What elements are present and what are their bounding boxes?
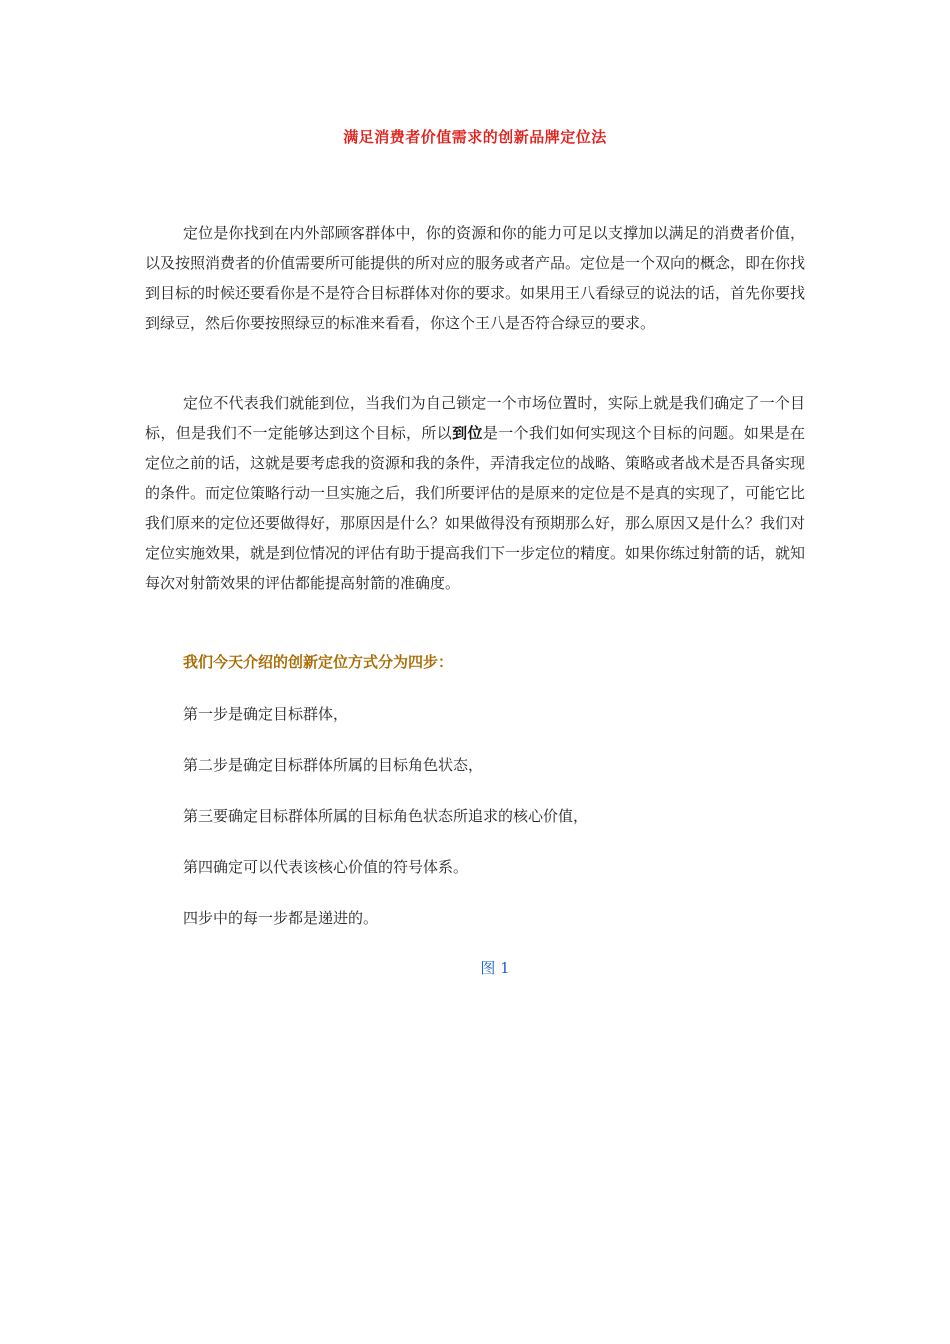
section-subheading: 我们今天介绍的创新定位方式分为四步： [183, 653, 454, 671]
paragraph-2-text-before: 定位不代表我们就能到位，当我们为自己锁定一个市场位置时，实际上就是我们确定了一个目标，但是我们不一定能够达到这个目标，所以 [145, 394, 805, 442]
paragraph-1: 定位是你找到在内外部顾客群体中，你的资源和你的能力可足以支撑加以满足的消费者价值，以及按照消费者的价值需要所可能提供的所对应的服务或者产品。定位是一个双向的概念，即在你找到目标的时候还要看你是不是符合目标群体对你的要求。如果用王八看绿豆的说法的话，首先你要找到绿豆，然后你要按照绿豆的标准来看看，你这个王八是否符合绿豆的要求。 [145, 224, 806, 332]
paragraph-2-emphasis: 到位 [452, 424, 483, 442]
step-item-3: 第三要确定目标群体所属的目标角色状态所追求的核心价值， [183, 807, 589, 825]
document-title: 满足消费者价值需求的创新品牌定位法 [343, 128, 607, 146]
paragraph-2 [145, 388, 805, 598]
figure-caption-link[interactable]: 图 1 [480, 959, 510, 977]
paragraph-2-text-after: 是一个我们如何实现这个目标的问题。如果是在定位之前的话，这就是要考虑我的资源和我的条件，弄清我定位的战略、策略或者战术是否具备实现的条件。而定位策略行动一旦实施之后，我们所要评估的是原来的定位是不是真的实现了，可能它比我们原来的定位还要做得好，那原因是什么？如果做得没有预期那么好，那么原因又是什么？我们对定位实施效果，就是到位情况的评估有助于提高我们下一步定位的精度。如果你练过射箭的话，就知每次对射箭效果的评估都能提高射箭的准确度。 [145, 424, 806, 592]
step-item-1: 第一步是确定目标群体， [183, 705, 349, 723]
step-item-2: 第二步是确定目标群体所属的目标角色状态， [183, 756, 484, 774]
step-item-4: 第四确定可以代表该核心价值的符号体系。 [183, 858, 469, 876]
step-summary: 四步中的每一步都是递进的。 [183, 909, 379, 927]
